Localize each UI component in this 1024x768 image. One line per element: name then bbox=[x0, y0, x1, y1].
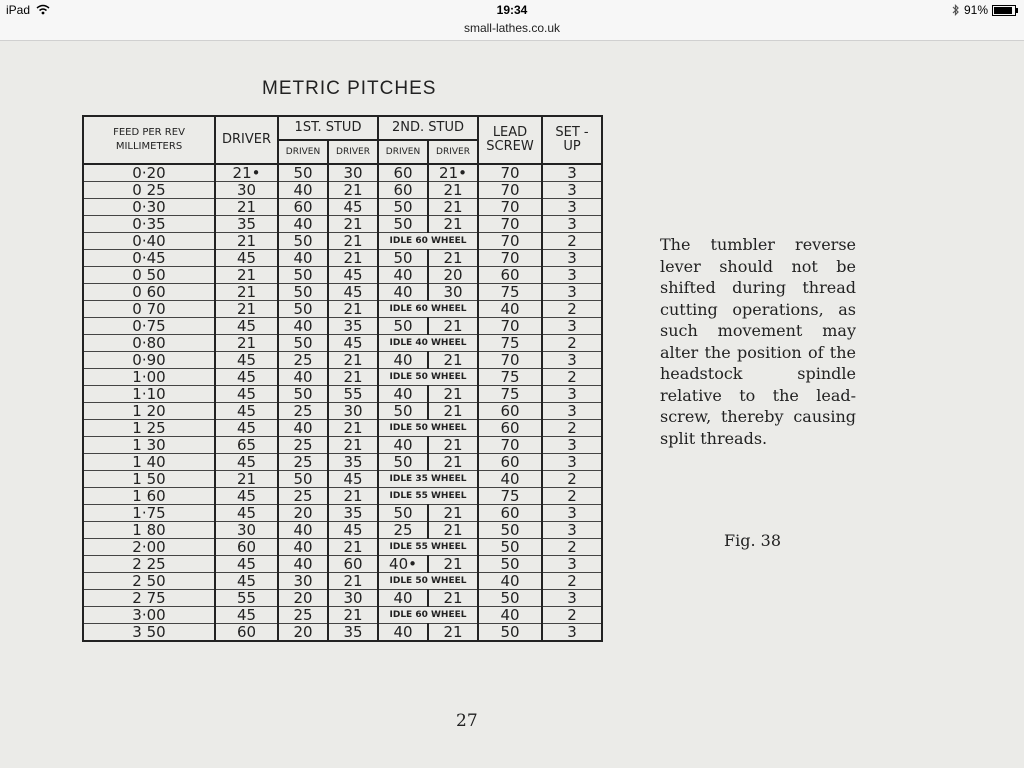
cell-lead-screw: 75 bbox=[478, 488, 542, 505]
header-s2-driver: DRIVER bbox=[428, 140, 478, 164]
cell-setup: 2 bbox=[542, 369, 602, 386]
cell-lead-screw: 60 bbox=[478, 267, 542, 284]
header-setup: SET - UP bbox=[542, 116, 602, 164]
cell-setup: 3 bbox=[542, 522, 602, 539]
cell-stud1-driver: 45 bbox=[328, 267, 378, 284]
cell-driver: 21 bbox=[215, 284, 278, 301]
cell-lead-screw: 40 bbox=[478, 607, 542, 624]
cell-stud1-driver: 45 bbox=[328, 522, 378, 539]
cell-stud1-driver: 21 bbox=[328, 233, 378, 250]
table-row bbox=[83, 233, 602, 250]
cell-feed: 0 60 bbox=[83, 284, 215, 301]
header-driver: DRIVER bbox=[215, 116, 278, 164]
cell-feed: 0·45 bbox=[83, 250, 215, 267]
cell-stud2-driven: 40• bbox=[378, 556, 428, 573]
cell-setup: 2 bbox=[542, 301, 602, 318]
cell-setup: 2 bbox=[542, 539, 602, 556]
cell-feed: 0·90 bbox=[83, 352, 215, 369]
cell-idle-wheel: IDLE 60 WHEEL bbox=[378, 607, 478, 624]
cell-driver: 21 bbox=[215, 199, 278, 216]
cell-stud2-driver: 21 bbox=[428, 522, 478, 539]
cell-stud1-driven: 25 bbox=[278, 437, 328, 454]
cell-stud2-driver: 21 bbox=[428, 454, 478, 471]
cell-stud1-driven: 25 bbox=[278, 352, 328, 369]
cell-stud1-driver: 21 bbox=[328, 352, 378, 369]
cell-lead-screw: 70 bbox=[478, 182, 542, 199]
cell-stud1-driver: 55 bbox=[328, 386, 378, 403]
cell-lead-screw: 50 bbox=[478, 624, 542, 642]
table-row bbox=[83, 573, 602, 590]
cell-idle-wheel: IDLE 60 WHEEL bbox=[378, 233, 478, 250]
cell-feed: 1 30 bbox=[83, 437, 215, 454]
cell-driver: 21• bbox=[215, 164, 278, 182]
cell-stud2-driven: 50 bbox=[378, 318, 428, 335]
status-bar bbox=[0, 0, 1024, 41]
cell-stud1-driven: 50 bbox=[278, 335, 328, 352]
cell-stud2-driver: 20 bbox=[428, 267, 478, 284]
cell-stud1-driver: 45 bbox=[328, 335, 378, 352]
cell-stud1-driver: 30 bbox=[328, 164, 378, 182]
table-row bbox=[83, 471, 602, 488]
cell-lead-screw: 60 bbox=[478, 403, 542, 420]
table-row bbox=[83, 267, 602, 284]
table-row bbox=[83, 420, 602, 437]
cell-stud1-driven: 50 bbox=[278, 386, 328, 403]
cell-lead-screw: 70 bbox=[478, 199, 542, 216]
cell-lead-screw: 70 bbox=[478, 250, 542, 267]
table-row bbox=[83, 164, 602, 182]
cell-lead-screw: 50 bbox=[478, 522, 542, 539]
tumbler-note: The tumbler reverse lever should not be shifted during thread cutting operations, as such movement may alter the position of the headstock spindle relative to the lead-screw, thereby causing split threads. bbox=[660, 235, 856, 448]
cell-stud1-driver: 30 bbox=[328, 403, 378, 420]
table-row bbox=[83, 318, 602, 335]
cell-stud1-driven: 50 bbox=[278, 267, 328, 284]
cell-driver: 60 bbox=[215, 624, 278, 642]
header-s1-driven: DRIVEN bbox=[278, 140, 328, 164]
cell-stud1-driven: 20 bbox=[278, 624, 328, 642]
cell-stud1-driven: 50 bbox=[278, 164, 328, 182]
cell-feed: 1·75 bbox=[83, 505, 215, 522]
cell-setup: 2 bbox=[542, 607, 602, 624]
cell-driver: 45 bbox=[215, 607, 278, 624]
cell-lead-screw: 70 bbox=[478, 352, 542, 369]
cell-feed: 0·35 bbox=[83, 216, 215, 233]
cell-feed: 1·00 bbox=[83, 369, 215, 386]
cell-stud1-driver: 21 bbox=[328, 301, 378, 318]
cell-stud1-driver: 21 bbox=[328, 539, 378, 556]
cell-lead-screw: 75 bbox=[478, 335, 542, 352]
cell-setup: 3 bbox=[542, 352, 602, 369]
clock: 19:34 bbox=[496, 3, 528, 17]
cell-lead-screw: 60 bbox=[478, 454, 542, 471]
cell-stud1-driven: 40 bbox=[278, 182, 328, 199]
table-row bbox=[83, 556, 602, 573]
cell-stud2-driver: 21 bbox=[428, 318, 478, 335]
cell-lead-screw: 75 bbox=[478, 369, 542, 386]
cell-driver: 21 bbox=[215, 301, 278, 318]
cell-feed: 2 50 bbox=[83, 573, 215, 590]
cell-stud1-driven: 25 bbox=[278, 403, 328, 420]
cell-stud2-driver: 21 bbox=[428, 250, 478, 267]
cell-stud2-driver: 21 bbox=[428, 352, 478, 369]
cell-setup: 3 bbox=[542, 199, 602, 216]
table-row bbox=[83, 488, 602, 505]
cell-feed: 2 75 bbox=[83, 590, 215, 607]
header-feed: FEED PER REV MILLIMETERS bbox=[83, 116, 215, 164]
header-stud1: 1ST. STUD bbox=[278, 116, 378, 140]
cell-stud2-driven: 40 bbox=[378, 352, 428, 369]
table-row bbox=[83, 335, 602, 352]
cell-stud1-driven: 50 bbox=[278, 233, 328, 250]
status-right bbox=[952, 3, 1016, 17]
cell-feed: 0·30 bbox=[83, 199, 215, 216]
cell-stud1-driven: 40 bbox=[278, 318, 328, 335]
cell-stud2-driver: 21 bbox=[428, 505, 478, 522]
cell-idle-wheel: IDLE 40 WHEEL bbox=[378, 335, 478, 352]
cell-feed: 0 50 bbox=[83, 267, 215, 284]
table-row bbox=[83, 199, 602, 216]
cell-driver: 45 bbox=[215, 573, 278, 590]
cell-stud1-driver: 30 bbox=[328, 590, 378, 607]
cell-setup: 2 bbox=[542, 420, 602, 437]
cell-driver: 45 bbox=[215, 454, 278, 471]
cell-setup: 2 bbox=[542, 335, 602, 352]
cell-stud2-driver: 30 bbox=[428, 284, 478, 301]
cell-stud2-driver: 21 bbox=[428, 216, 478, 233]
cell-lead-screw: 40 bbox=[478, 471, 542, 488]
cell-feed: 0·20 bbox=[83, 164, 215, 182]
cell-feed: 0 25 bbox=[83, 182, 215, 199]
cell-stud2-driver: 21 bbox=[428, 556, 478, 573]
cell-feed: 1 40 bbox=[83, 454, 215, 471]
cell-stud2-driven: 25 bbox=[378, 522, 428, 539]
cell-stud1-driver: 21 bbox=[328, 182, 378, 199]
table-row bbox=[83, 522, 602, 539]
table-row bbox=[83, 539, 602, 556]
cell-feed: 1 50 bbox=[83, 471, 215, 488]
cell-stud2-driver: 21• bbox=[428, 164, 478, 182]
cell-feed: 0·40 bbox=[83, 233, 215, 250]
cell-setup: 3 bbox=[542, 403, 602, 420]
cell-driver: 21 bbox=[215, 335, 278, 352]
cell-driver: 45 bbox=[215, 318, 278, 335]
cell-driver: 60 bbox=[215, 539, 278, 556]
cell-setup: 2 bbox=[542, 488, 602, 505]
cell-stud2-driven: 40 bbox=[378, 624, 428, 642]
cell-setup: 3 bbox=[542, 590, 602, 607]
cell-stud1-driver: 21 bbox=[328, 250, 378, 267]
cell-stud1-driver: 60 bbox=[328, 556, 378, 573]
cell-stud1-driver: 21 bbox=[328, 573, 378, 590]
cell-stud1-driven: 40 bbox=[278, 522, 328, 539]
cell-stud1-driver: 21 bbox=[328, 488, 378, 505]
table-row bbox=[83, 284, 602, 301]
cell-stud1-driven: 40 bbox=[278, 539, 328, 556]
cell-lead-screw: 70 bbox=[478, 164, 542, 182]
cell-stud1-driven: 60 bbox=[278, 199, 328, 216]
cell-stud2-driver: 21 bbox=[428, 437, 478, 454]
table-row bbox=[83, 301, 602, 318]
cell-stud2-driver: 21 bbox=[428, 199, 478, 216]
table-row bbox=[83, 624, 602, 642]
device-name: iPad bbox=[6, 3, 31, 17]
cell-lead-screw: 70 bbox=[478, 216, 542, 233]
table-row bbox=[83, 369, 602, 386]
cell-stud1-driver: 21 bbox=[328, 369, 378, 386]
cell-stud2-driver: 21 bbox=[428, 182, 478, 199]
cell-setup: 3 bbox=[542, 182, 602, 199]
table-row bbox=[83, 250, 602, 267]
cell-stud2-driven: 60 bbox=[378, 182, 428, 199]
cell-stud1-driven: 50 bbox=[278, 301, 328, 318]
url-label[interactable]: small-lathes.co.uk bbox=[463, 21, 561, 35]
cell-stud1-driven: 50 bbox=[278, 471, 328, 488]
cell-stud1-driver: 35 bbox=[328, 624, 378, 642]
cell-setup: 3 bbox=[542, 284, 602, 301]
cell-idle-wheel: IDLE 55 WHEEL bbox=[378, 488, 478, 505]
cell-driver: 45 bbox=[215, 420, 278, 437]
table-row bbox=[83, 403, 602, 420]
cell-lead-screw: 60 bbox=[478, 420, 542, 437]
cell-stud1-driven: 30 bbox=[278, 573, 328, 590]
cell-driver: 30 bbox=[215, 522, 278, 539]
cell-feed: 3 50 bbox=[83, 624, 215, 642]
cell-stud1-driver: 21 bbox=[328, 437, 378, 454]
page-title: METRIC PITCHES bbox=[262, 78, 437, 99]
cell-stud2-driven: 40 bbox=[378, 267, 428, 284]
table-body bbox=[83, 164, 602, 641]
cell-setup: 3 bbox=[542, 556, 602, 573]
cell-setup: 3 bbox=[542, 216, 602, 233]
cell-stud2-driven: 50 bbox=[378, 199, 428, 216]
cell-stud1-driven: 25 bbox=[278, 454, 328, 471]
cell-stud2-driven: 40 bbox=[378, 437, 428, 454]
cell-lead-screw: 75 bbox=[478, 284, 542, 301]
cell-setup: 3 bbox=[542, 505, 602, 522]
table-row bbox=[83, 386, 602, 403]
cell-driver: 45 bbox=[215, 250, 278, 267]
cell-stud2-driver: 21 bbox=[428, 386, 478, 403]
cell-stud2-driven: 60 bbox=[378, 164, 428, 182]
cell-idle-wheel: IDLE 35 WHEEL bbox=[378, 471, 478, 488]
cell-setup: 3 bbox=[542, 386, 602, 403]
cell-stud1-driver: 35 bbox=[328, 505, 378, 522]
table-row bbox=[83, 607, 602, 624]
cell-stud2-driver: 21 bbox=[428, 403, 478, 420]
cell-stud2-driven: 40 bbox=[378, 590, 428, 607]
cell-stud1-driven: 20 bbox=[278, 505, 328, 522]
cell-lead-screw: 60 bbox=[478, 505, 542, 522]
header-s2-driven: DRIVEN bbox=[378, 140, 428, 164]
cell-feed: 0 70 bbox=[83, 301, 215, 318]
cell-driver: 45 bbox=[215, 403, 278, 420]
cell-idle-wheel: IDLE 60 WHEEL bbox=[378, 301, 478, 318]
cell-driver: 30 bbox=[215, 182, 278, 199]
cell-setup: 2 bbox=[542, 471, 602, 488]
cell-stud2-driven: 50 bbox=[378, 250, 428, 267]
cell-feed: 1 20 bbox=[83, 403, 215, 420]
cell-driver: 21 bbox=[215, 267, 278, 284]
cell-stud2-driven: 50 bbox=[378, 454, 428, 471]
cell-lead-screw: 50 bbox=[478, 539, 542, 556]
cell-stud2-driven: 40 bbox=[378, 284, 428, 301]
cell-driver: 35 bbox=[215, 216, 278, 233]
cell-stud1-driver: 21 bbox=[328, 420, 378, 437]
cell-feed: 1 25 bbox=[83, 420, 215, 437]
cell-driver: 45 bbox=[215, 369, 278, 386]
cell-idle-wheel: IDLE 55 WHEEL bbox=[378, 539, 478, 556]
cell-lead-screw: 50 bbox=[478, 556, 542, 573]
header-stud2: 2ND. STUD bbox=[378, 116, 478, 140]
table-row bbox=[83, 352, 602, 369]
cell-driver: 45 bbox=[215, 488, 278, 505]
cell-stud1-driven: 20 bbox=[278, 590, 328, 607]
cell-lead-screw: 70 bbox=[478, 318, 542, 335]
cell-lead-screw: 70 bbox=[478, 233, 542, 250]
cell-feed: 1 60 bbox=[83, 488, 215, 505]
cell-feed: 0·75 bbox=[83, 318, 215, 335]
cell-stud2-driven: 50 bbox=[378, 505, 428, 522]
cell-stud1-driver: 21 bbox=[328, 607, 378, 624]
cell-driver: 45 bbox=[215, 556, 278, 573]
cell-driver: 45 bbox=[215, 386, 278, 403]
cell-lead-screw: 70 bbox=[478, 437, 542, 454]
cell-feed: 3·00 bbox=[83, 607, 215, 624]
table-row bbox=[83, 505, 602, 522]
cell-setup: 3 bbox=[542, 164, 602, 182]
cell-lead-screw: 50 bbox=[478, 590, 542, 607]
cell-stud1-driven: 40 bbox=[278, 420, 328, 437]
cell-setup: 3 bbox=[542, 454, 602, 471]
cell-feed: 1·10 bbox=[83, 386, 215, 403]
cell-stud1-driven: 40 bbox=[278, 250, 328, 267]
cell-setup: 3 bbox=[542, 318, 602, 335]
cell-stud2-driven: 40 bbox=[378, 386, 428, 403]
metric-pitches-table bbox=[82, 115, 603, 642]
cell-idle-wheel: IDLE 50 WHEEL bbox=[378, 420, 478, 437]
cell-stud2-driven: 50 bbox=[378, 403, 428, 420]
cell-driver: 45 bbox=[215, 352, 278, 369]
cell-lead-screw: 40 bbox=[478, 301, 542, 318]
cell-setup: 3 bbox=[542, 624, 602, 642]
table-row bbox=[83, 454, 602, 471]
cell-stud1-driver: 21 bbox=[328, 216, 378, 233]
cell-driver: 21 bbox=[215, 233, 278, 250]
cell-stud1-driver: 45 bbox=[328, 471, 378, 488]
cell-setup: 2 bbox=[542, 573, 602, 590]
cell-stud1-driver: 35 bbox=[328, 318, 378, 335]
cell-driver: 55 bbox=[215, 590, 278, 607]
cell-stud2-driver: 21 bbox=[428, 590, 478, 607]
cell-driver: 65 bbox=[215, 437, 278, 454]
cell-stud1-driven: 40 bbox=[278, 556, 328, 573]
table-row bbox=[83, 590, 602, 607]
header-s1-driver: DRIVER bbox=[328, 140, 378, 164]
table-row bbox=[83, 182, 602, 199]
cell-stud1-driven: 40 bbox=[278, 216, 328, 233]
cell-stud1-driven: 40 bbox=[278, 369, 328, 386]
page-number: 27 bbox=[456, 711, 478, 731]
cell-idle-wheel: IDLE 50 WHEEL bbox=[378, 573, 478, 590]
cell-stud1-driven: 50 bbox=[278, 284, 328, 301]
cell-stud1-driven: 25 bbox=[278, 607, 328, 624]
cell-stud1-driver: 35 bbox=[328, 454, 378, 471]
cell-lead-screw: 75 bbox=[478, 386, 542, 403]
cell-setup: 3 bbox=[542, 267, 602, 284]
table-row bbox=[83, 216, 602, 233]
figure-label: Fig. 38 bbox=[724, 531, 781, 550]
cell-driver: 45 bbox=[215, 505, 278, 522]
header-lead: LEAD SCREW bbox=[478, 116, 542, 164]
cell-lead-screw: 40 bbox=[478, 573, 542, 590]
cell-feed: 0·80 bbox=[83, 335, 215, 352]
cell-feed: 2 25 bbox=[83, 556, 215, 573]
table-row bbox=[83, 437, 602, 454]
cell-stud1-driver: 45 bbox=[328, 284, 378, 301]
cell-feed: 2·00 bbox=[83, 539, 215, 556]
cell-stud1-driven: 25 bbox=[278, 488, 328, 505]
bluetooth-icon bbox=[952, 4, 960, 16]
cell-setup: 2 bbox=[542, 233, 602, 250]
battery-icon bbox=[992, 5, 1016, 16]
battery-percent: 91% bbox=[963, 3, 988, 17]
cell-stud2-driver: 21 bbox=[428, 624, 478, 642]
cell-setup: 3 bbox=[542, 437, 602, 454]
cell-stud2-driven: 50 bbox=[378, 216, 428, 233]
cell-driver: 21 bbox=[215, 471, 278, 488]
cell-setup: 3 bbox=[542, 250, 602, 267]
cell-stud1-driver: 45 bbox=[328, 199, 378, 216]
cell-idle-wheel: IDLE 50 WHEEL bbox=[378, 369, 478, 386]
cell-feed: 1 80 bbox=[83, 522, 215, 539]
